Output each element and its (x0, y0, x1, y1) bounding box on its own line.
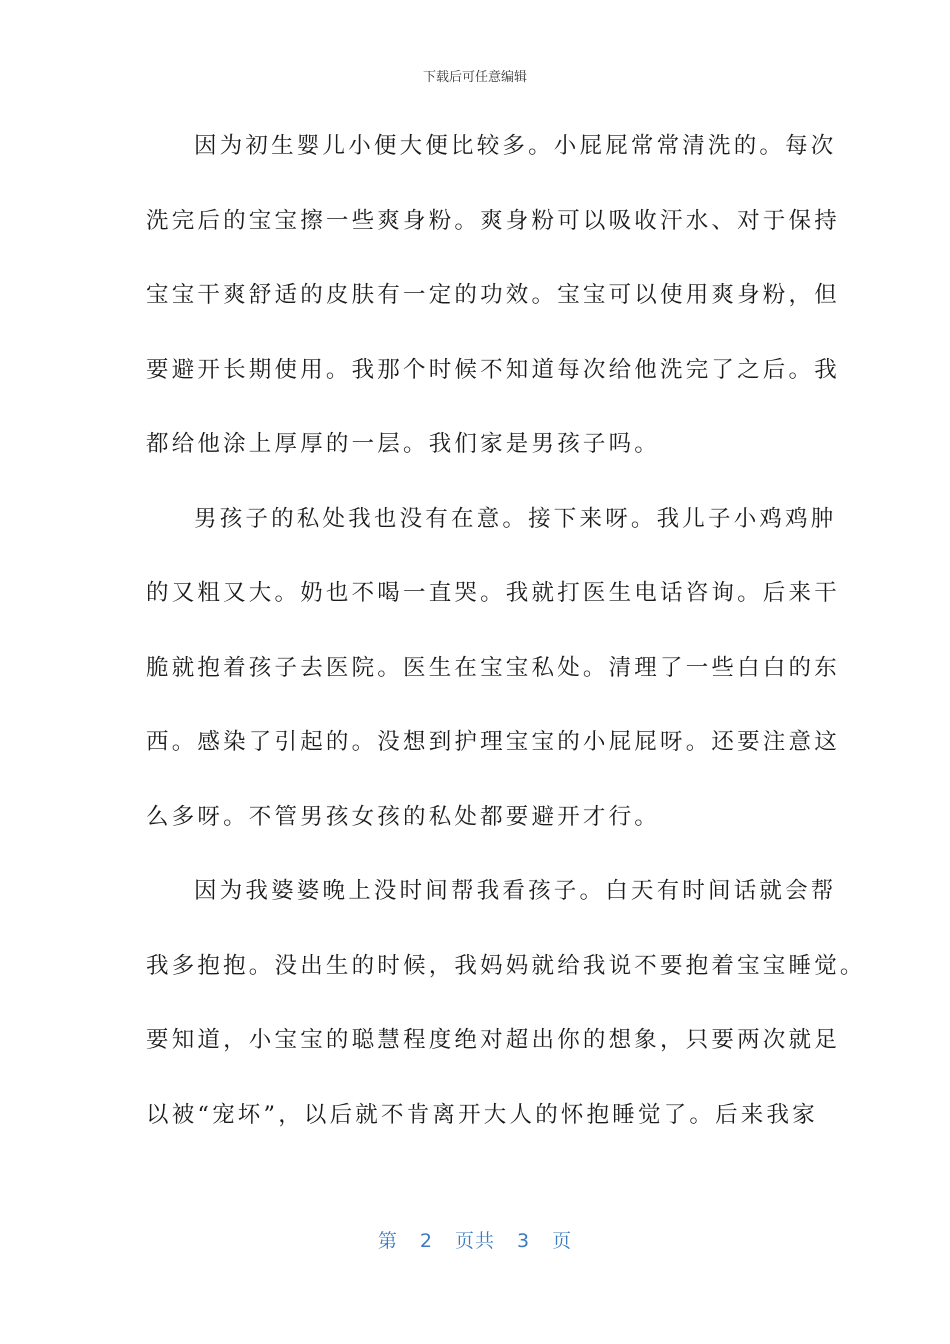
text-line: 要知道，小宝宝的聪慧程度绝对超出你的想象，只要两次就足 (146, 1027, 840, 1053)
page-number-footer (0, 1226, 950, 1253)
total-pages-number: 3 (517, 1230, 531, 1252)
text-line: 我多抱抱。没出生的时候，我妈妈就给我说不要抱着宝宝睡觉。 (146, 952, 866, 979)
text-line: 因为初生婴儿小便大便比较多。小屁屁常常清洗的。每次 (194, 133, 837, 159)
text-line: 要避开长期使用。我那个时候不知道每次给他洗完了之后。我 (146, 356, 840, 383)
page-prefix: 第 (377, 1230, 398, 1252)
text-line: 么多呀。不管男孩女孩的私处都要避开才行。 (146, 803, 661, 830)
page-middle: 页共 (454, 1230, 495, 1252)
page-header: 下载后可任意编辑 (422, 70, 527, 85)
text-line: 脆就抱着孩子去医院。医生在宝宝私处。清理了一些白白的东 (146, 654, 840, 681)
page-suffix: 页 (552, 1230, 573, 1252)
text-line: 男孩子的私处我也没有在意。接下来呀。我儿子小鸡鸡肿 (194, 505, 837, 532)
document-body (146, 124, 866, 1167)
text-line: 西。感染了引起的。没想到护理宝宝的小屁屁呀。还要注意这 (146, 729, 840, 755)
text-line: 都给他涂上厚厚的一层。我们家是男孩子吗。 (146, 431, 661, 457)
text-line: 洗完后的宝宝擦一些爽身粉。爽身粉可以吸收汗水、对于保持 (146, 207, 840, 234)
current-page-number: 2 (419, 1230, 433, 1252)
text-line: 以被“宠坏”，以后就不肯离开大人的怀抱睡觉了。后来我家 (146, 1101, 818, 1128)
text-line: 宝宝干爽舒适的皮肤有一定的功效。宝宝可以使用爽身粉，但 (146, 282, 840, 308)
text-line: 因为我婆婆晚上没时间帮我看孩子。白天有时间话就会帮 (194, 878, 837, 904)
text-line: 的又粗又大。奶也不喝一直哭。我就打医生电话咨询。后来干 (146, 580, 840, 606)
